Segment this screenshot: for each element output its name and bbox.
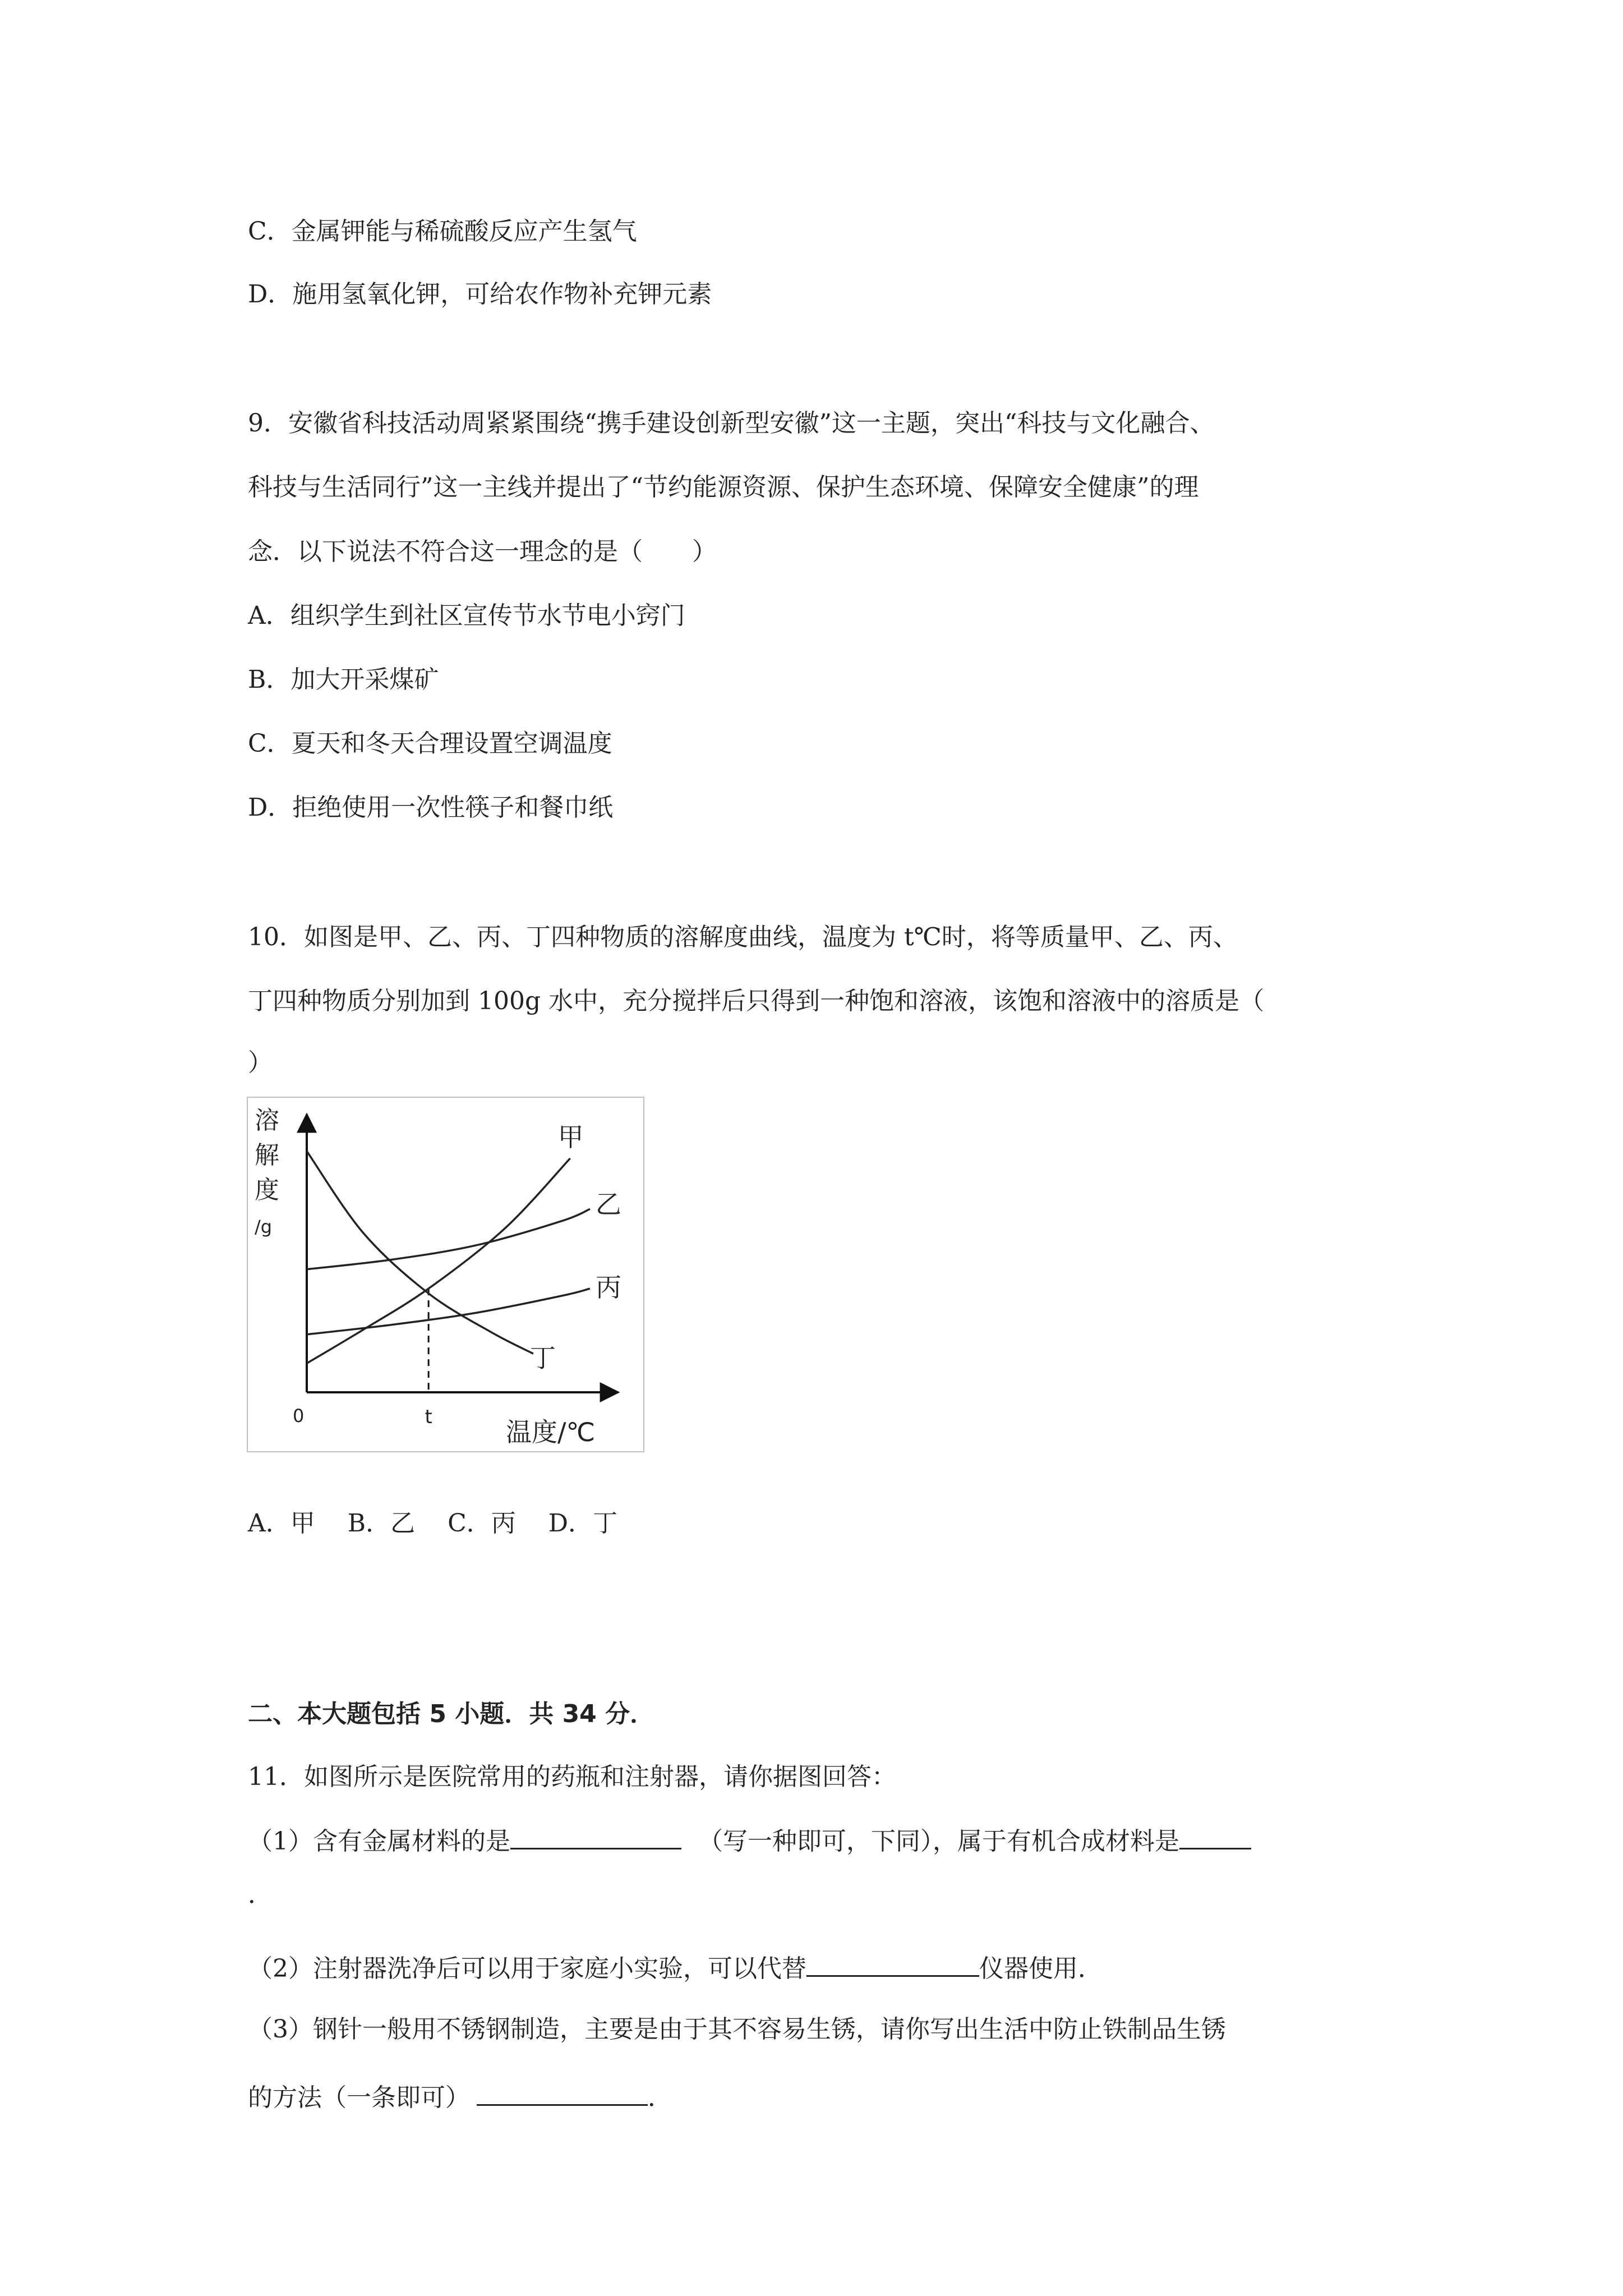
q9-option-d: D．拒绝使用一次性筷子和餐巾纸	[248, 793, 614, 822]
q11-part3-text: 的方法（一条即可）	[248, 2083, 470, 2112]
section2-heading: 二、本大题包括 5 小题．共 34 分．	[248, 1700, 655, 1728]
q11-part1-blank-a[interactable]	[510, 1823, 681, 1849]
q11-part3-end: ．	[648, 2083, 672, 2112]
x-tick-label-t: t	[425, 1406, 432, 1428]
q11-part1-text-a: （1）含有金属材料的是	[248, 1827, 510, 1856]
q11-part1-blank-b[interactable]	[1179, 1823, 1251, 1849]
series-curve-4	[307, 1151, 533, 1354]
q8-option-c: C．金属钾能与稀硫酸反应产生氢气	[248, 217, 637, 246]
q11-part1-text-b: （写一种即可，下同），属于有机合成材料是	[698, 1827, 1179, 1856]
series-curve-3	[307, 1289, 590, 1335]
q11-part2-text-a: （2）注射器洗净后可以用于家庭小实验，可以代替	[248, 1954, 806, 1983]
solubility-chart	[247, 1097, 644, 1452]
q11-part1-end: ．	[248, 1880, 273, 1909]
x-axis-label: 温度/℃	[506, 1417, 596, 1447]
q9-stem-line2: 科技与生活同行”这一主线并提出了“节约能源资源、保护生态环境、保障安全健康”的理	[248, 473, 1199, 501]
y-axis-label-char: 解	[255, 1141, 279, 1170]
q11-part2-blank[interactable]	[806, 1950, 979, 1977]
q11-part3-line1: （3）钢针一般用不锈钢制造，主要是由于其不容易生锈，请你写出生活中防止铁制品生锈	[248, 2015, 1226, 2044]
series-label-2: 乙	[596, 1189, 621, 1220]
q8-option-d: D．施用氢氧化钾，可给农作物补充钾元素	[248, 280, 712, 309]
q10-options: A．甲 B．乙 C．丙 D．丁	[248, 1509, 618, 1538]
q11-part3-blank[interactable]	[477, 2079, 648, 2106]
series-label-3: 丙	[596, 1272, 621, 1303]
series-label-4: 丁	[530, 1343, 556, 1374]
q10-stem-line3: ）	[248, 1048, 273, 1077]
solubility-chart-svg	[248, 1098, 643, 1451]
q11-part2-text-b: 仪器使用．	[979, 1954, 1103, 1983]
q11-stem: 11．如图所示是医院常用的药瓶和注射器，请你据图回答：	[248, 1763, 896, 1791]
y-axis-label-char: /g	[255, 1216, 273, 1237]
q9-stem-line3: 念．以下说法不符合这一理念的是（ ）	[248, 537, 717, 566]
series-group	[307, 1122, 621, 1373]
q9-stem-line1: 9．安徽省科技活动周紧紧围绕“携手建设创新型安徽”这一主题，突出“科技与文化融合、	[248, 409, 1215, 438]
q9-option-c: C．夏天和冬天合理设置空调温度	[248, 729, 612, 758]
q9-option-b: B．加大开采煤矿	[248, 665, 439, 694]
series-curve-2	[307, 1209, 590, 1269]
series-curve-1	[307, 1158, 570, 1364]
y-axis-label-char: 溶	[255, 1106, 279, 1135]
q10-stem-line1: 10．如图是甲、乙、丙、丁四种物质的溶解度曲线，温度为 t℃时，将等质量甲、乙、丙、	[248, 923, 1238, 951]
origin-label: 0	[293, 1405, 305, 1427]
q11-part2-line	[248, 1950, 1103, 1985]
y-axis-label	[255, 1106, 279, 1237]
y-axis-label-char: 度	[255, 1176, 279, 1204]
q9-option-a: A．组织学生到社区宣传节水节电小窍门	[248, 601, 685, 630]
series-label-1: 甲	[557, 1121, 584, 1152]
q11-part1-line	[248, 1823, 1251, 1857]
q10-stem-line2: 丁四种物质分别加到 100g 水中，充分搅拌后只得到一种饱和溶液，该饱和溶液中的溶质是（	[248, 987, 1265, 1015]
q11-part3-line2	[248, 2079, 672, 2114]
